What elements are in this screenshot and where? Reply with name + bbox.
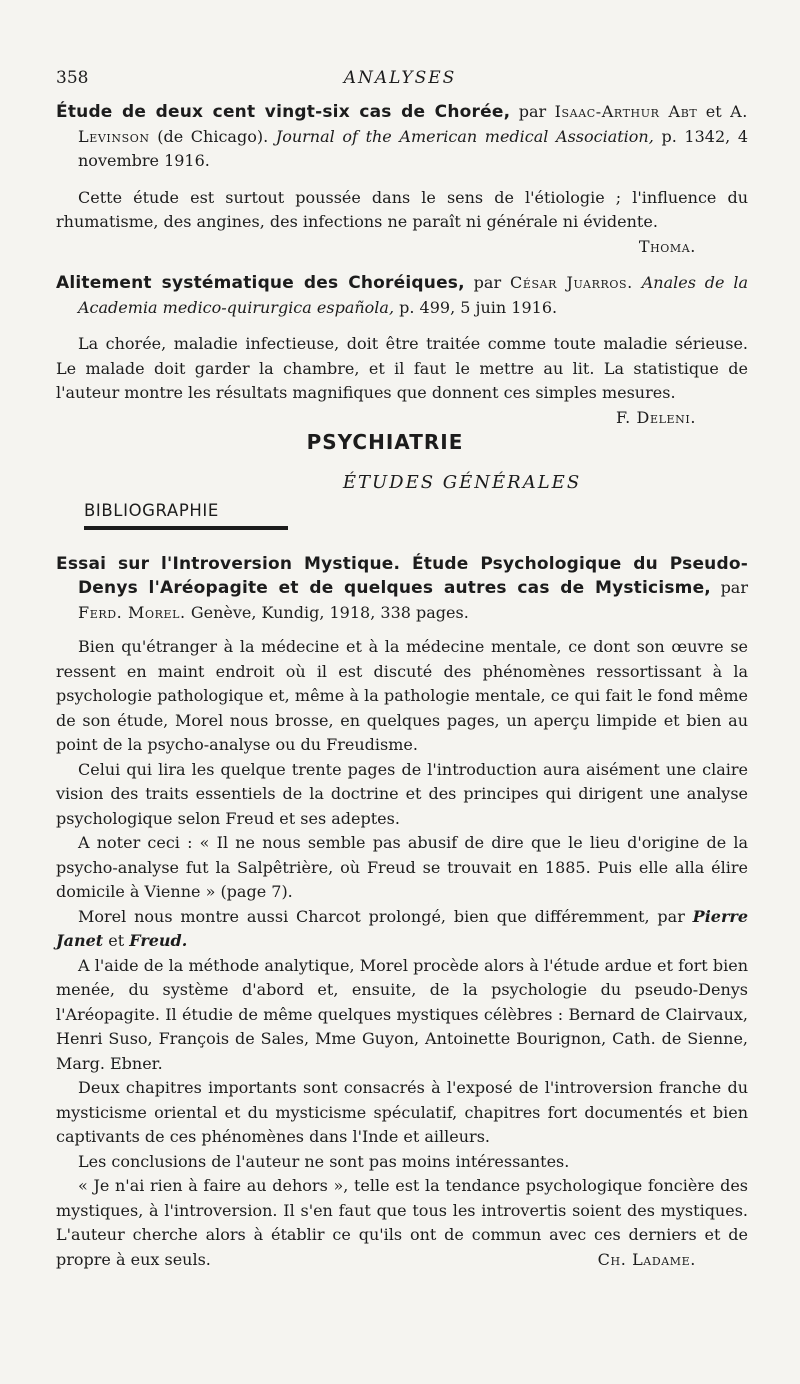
page-number: 358 <box>56 68 89 88</box>
review-name: Pierre Janet <box>56 906 748 950</box>
entry-connector: et <box>705 102 722 121</box>
review-paragraph <box>56 905 748 954</box>
review-paragraph: Deux chapitres importants sont consacrés à l'exposé de l'introversion franche du mysticisme oriental et du mysticisme spéculatif, chapitres fort documentés et bien captivants de ces phénomènes dans l'Inde et ailleurs. <box>56 1078 748 1146</box>
entry-author: César Juarros. <box>510 273 633 292</box>
review-body <box>56 635 748 1272</box>
entry-signature: F. Deleni. <box>615 407 696 427</box>
section-title: PSYCHIATRIE <box>306 429 464 454</box>
entry-chorea-study <box>56 100 748 259</box>
entry-by: par <box>518 102 547 121</box>
review-name: Freud. <box>129 931 188 950</box>
section-heading <box>56 430 748 530</box>
review-text: et <box>108 931 125 950</box>
page-header <box>56 68 744 94</box>
bibliography-label: BIBLIOGRAPHIE <box>84 500 219 520</box>
review-text: Morel nous montre aussi Charcot prolongé, bien que différemment, par <box>78 906 685 926</box>
entry-body-text: La chorée, maladie infectieuse, doit être traitée comme toute maladie sérieuse. Le malade doit garder la chambre, et il faut le mettre au lit. La statistique de l'auteur montre les résultats magnifiques que donnent ces simples mesures. <box>56 334 748 402</box>
bibliography-heading <box>56 501 748 530</box>
review-paragraph: A l'aide de la méthode analytique, Morel procède alors à l'étude ardue et fort bien menée, du système d'abord et, ensuite, de la psychologie du pseudo-Denys l'Aréopagite. Il étudie de même quelques mystiques célèbres : Bernard de Clairvaux, Henri Suso, François de Sales, Mme Guyon, Antoinette Bourignon, Cath. de Sienne, Marg. Ebner. <box>56 955 748 1073</box>
entry-signature: Thoma. <box>638 236 696 256</box>
entry-author: Ferd. Morel. <box>78 602 186 622</box>
entry-heading <box>56 100 748 174</box>
entry-author: Isaac-Arthur Abt <box>554 102 698 121</box>
section-subtitle: ÉTUDES GÉNÉRALES <box>342 471 582 493</box>
entry-title: Essai sur l'Introversion Mystique. Étude Psychologique du Pseudo-Denys l'Aréopagite et de quelques autres cas de Mysticisme, <box>56 553 748 598</box>
review-paragraph: A noter ceci : « Il ne nous semble pas abusif de dire que le lieu d'origine de la psycho-analyse fut la Salpêtrière, où Freud se trouvait en 1885. Puis elle alla élire domicile à Vienne » (page 7). <box>56 833 748 901</box>
entry-title: Étude de deux cent vingt-six cas de Chorée, <box>56 102 511 122</box>
bibliography-rule <box>84 526 288 530</box>
running-title: ANALYSES <box>343 68 457 88</box>
entry-signature: Ch. Ladame. <box>597 1249 696 1269</box>
entry-heading <box>56 271 748 320</box>
entry-citation: p. 1342, 4 novembre 1916. <box>78 126 749 170</box>
entry-journal: Journal of the American medical Association, <box>275 126 654 146</box>
entry-by: par <box>720 578 748 597</box>
entry-heading <box>56 552 748 626</box>
entry-body <box>56 332 748 427</box>
review-paragraph <box>56 1174 748 1272</box>
entry-by: par <box>473 273 502 292</box>
review-paragraph: Celui qui lira les quelque trente pages de l'introduction aura aisément une claire vision des traits essentiels de la doctrine et des principes qui dirigent une analyse psychologique selon Freud et ses adeptes. <box>56 759 748 828</box>
review-text: « Je n'ai rien à faire au dehors », telle est la tendance psychologique foncière des mystiques, à l'introversion. Il s'en faut que tous les introvertis soient des mystiques. L'auteur cherche alors à établir ce qu'ils ont de commun avec ces derniers et de propre à eux seuls. <box>56 1176 748 1269</box>
entry-title: Alitement systématique des Choréiques, <box>56 273 465 293</box>
entry-citation: Genève, Kundig, 1918, 338 pages. <box>190 602 469 622</box>
entry-body: Cette étude est surtout poussée dans le sens de l'étiologie ; l'influence du rhumatisme, des angines, des infections ne paraît ni générale ni évidente. <box>56 187 748 231</box>
entry-chorea-bedrest <box>56 271 749 427</box>
entry-journal: Anales de la Academia medico-quirurgica española, <box>78 273 749 317</box>
page-content <box>56 100 748 1272</box>
review-paragraph: Bien qu'étranger à la médecine et à la médecine mentale, ce dont son œuvre se ressent en maint endroit où il est discuté des phénomènes ressortissant à la psychologie pathologique et, même à la pathologie mentale, ce qui fait le fond même de son étude, Morel nous brosse, en quelques pages, un aperçu limpide et bien au point de la psycho-analyse ou du Freudisme. <box>56 637 748 754</box>
review-paragraph: Les conclusions de l'auteur ne sont pas moins intéressantes. <box>78 1151 570 1171</box>
entry-introversion-mystique <box>56 552 748 1273</box>
entry-citation: p. 499, 5 juin 1916. <box>399 297 558 317</box>
entry-location: (de Chicago). <box>157 126 269 146</box>
entry-author: A. Levinson <box>78 102 748 146</box>
